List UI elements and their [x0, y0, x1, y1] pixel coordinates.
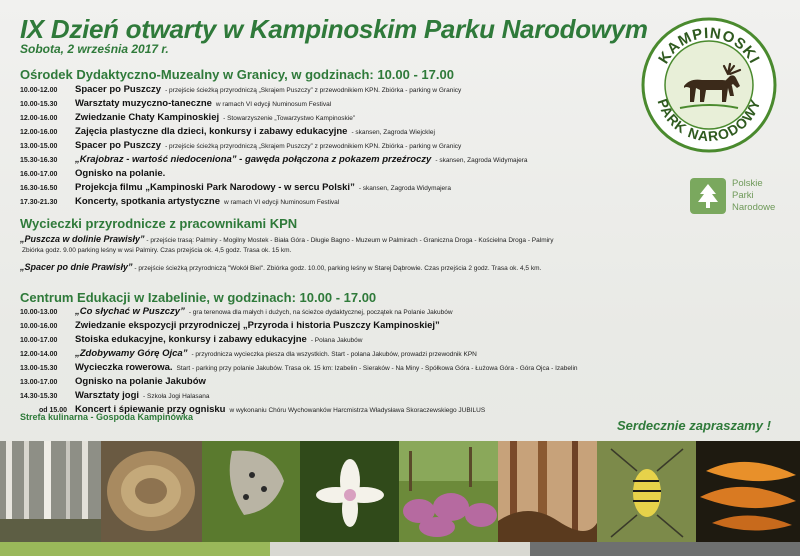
photo-birch-forest	[0, 441, 101, 542]
section-izabelin-heading: Centrum Edukacji w Izabelinie, w godzinach: 10.00 - 17.00	[20, 290, 377, 305]
ppn-line-3: Narodowe	[732, 202, 776, 213]
logo-bottom-text: PARK NARODOWY	[654, 96, 764, 145]
kpn-logo	[640, 16, 778, 154]
schedule-row: 12.00-16.00 Zwiedzanie Chaty Kampinoskiej - Stowarzyszenie „Towarzystwo Kampinoskie”	[20, 112, 355, 123]
ppn-line-1: Polskie	[732, 178, 763, 189]
schedule-row: 10.00-13.00 „Co słychać w Puszczy” - gra terenowa dla małych i dużych, na ścieżce dydaktycznej, początek na Polanie Jakubów	[20, 306, 453, 317]
excursion-item: „Puszcza w dolinie Prawisły” - przejście trasą: Palmiry - Mogilny Mostek - Biała Góra - Długie Bagno - Muzeum w Palmirach - Graniczna Droga - Kościelna Droga - Palmiry Zbiórka godz. 9.00 parking leśny w wsi Palmiry. Czas przejścia ok. 4,5 godz. Trasa ok. 15 km.	[20, 234, 554, 254]
polskie-parki-narodowe-logo	[690, 178, 776, 219]
section-izabelin-schedule	[20, 306, 640, 418]
ppn-line-2: Parki	[732, 190, 754, 201]
logo-top-text: KAMPINOSKI	[655, 24, 763, 67]
photo-strip	[0, 441, 800, 542]
schedule-row: 12.00-16.00 Zajęcia plastyczne dla dzieci, konkursy i zabawy edukacyjne - skansen, Zagroda Wiejcklej	[20, 126, 435, 137]
section-wycieczki-heading: Wycieczki przyrodnicze z pracownikami KPN	[20, 216, 298, 231]
schedule-row: 13.00-15.00 Spacer po Puszczy - przejście ścieżką przyrodniczą „Skrajem Puszczy” z przewodnikiem KPN. Zbiórka - parking w Granicy	[20, 140, 462, 151]
photo-bracket-fungus	[696, 441, 800, 542]
schedule-row: 10.00-16.00 Zwiedzanie ekspozycji przyrodniczej „Przyroda i historia Puszczy Kampinoskiej”	[20, 320, 440, 331]
excursion-item: „Spacer po dnie Prawisły” - przejście ścieżką przyrodniczą "Wokół Biel". Zbiórka godz. 10.00, parking leśny w Starej Dąbrowie. Czas przejścia 2 godz. Trasa ok. 4,5 km.	[20, 262, 542, 272]
photo-spider	[597, 441, 696, 542]
schedule-row: 16.30-16.50 Projekcja filmu „Kampinoski Park Narodowy - w sercu Polski” - skansen, Zagroda Widymajera	[20, 182, 451, 193]
photo-white-flower	[300, 441, 399, 542]
section-granica-schedule	[20, 84, 640, 210]
schedule-row: od 15.00 Koncert i śpiewanie przy ognisku w wykonaniu Chóru Wychowanków Harcmistrza Władysława Skoraczewskiego JUBILUS	[38, 404, 486, 415]
schedule-row: 10.00-15.30 Warsztaty muzyczno-taneczne w ramach VI edycji Numinosum Festival	[20, 98, 332, 109]
schedule-row: 10.00-12.00 Spacer po Puszczy - przejście ścieżką przyrodniczą „Skrajem Puszczy” z przewodnikiem KPN. Zbiórka - parking w Granicy	[20, 84, 462, 95]
photo-butterfly	[202, 441, 300, 542]
schedule-row: 13.00-17.00 Ognisko na polanie Jakubów	[20, 376, 206, 387]
strefa-kulinarna: Strefa kulinarna - Gospoda Kampinówka	[20, 412, 194, 422]
photo-pine-roots	[498, 441, 597, 542]
schedule-row: 15.30-16.30 „Krajobraz - wartość niedoceniona” - gawęda połączona z pokazem przeźroczy - skansen, Zagroda Widymajera	[20, 154, 528, 165]
schedule-row: 10.00-17.00 Stoiska edukacyjne, konkursy i zabawy edukacyjne - Polana Jakubów	[20, 334, 363, 345]
schedule-row: 16.00-17.00 Ognisko na polanie.	[20, 168, 166, 179]
tree-icon	[690, 178, 726, 214]
photo-fungus	[101, 441, 202, 542]
section-granica-heading: Ośrodek Dydaktyczno-Muzealny w Granicy, w godzinach: 10.00 - 17.00	[20, 67, 454, 82]
photo-heather	[399, 441, 498, 542]
schedule-row: 14.30-15.30 Warsztaty jogi - Szkoła Jogi Halasana	[20, 390, 210, 401]
event-date: Sobota, 2 września 2017 r.	[20, 42, 169, 56]
schedule-row: 17.30-21.30 Koncerty, spotkania artystyczne w ramach VI edycji Numinosum Festival	[20, 196, 340, 207]
schedule-row: 13.00-15.30 Wycieczka rowerowa. Start - parking przy polanie Jakubów. Trasa ok. 15 km: Izabelin - Sieraków - Na Miny - Spółkowa Góra - Łużowa Góra - Góra Ojca - Izabelin	[20, 362, 578, 373]
bottom-color-bar	[0, 542, 800, 556]
page-title: IX Dzień otwarty w Kampinoskim Parku Narodowym	[20, 14, 648, 44]
invitation-text: Serdecznie zapraszamy !	[617, 418, 771, 433]
schedule-row: 12.00-14.00 „Zdobywamy Górę Ojca” - przyrodnicza wycieczka piesza dla wszystkich. Start - polana Jakubów, prowadzi przewodnik KPN	[20, 348, 477, 359]
